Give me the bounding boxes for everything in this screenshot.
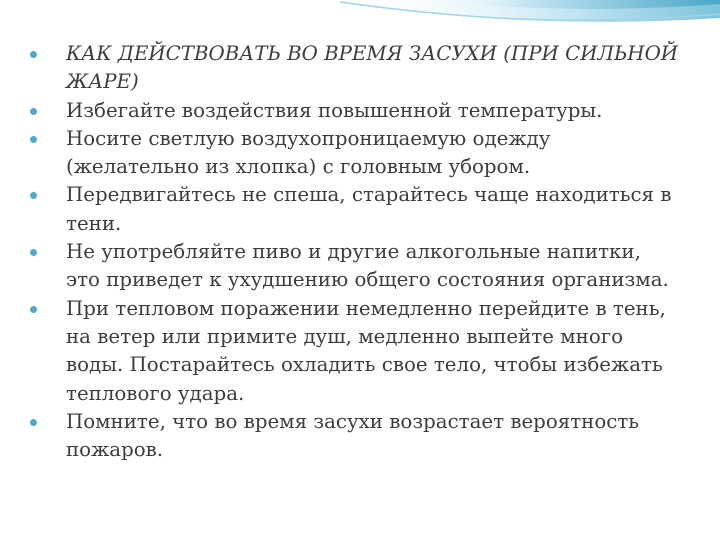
bullet-text: Носите светлую воздухопроницаемую одежду (желательно из хлопка) с головным убором. [66, 126, 551, 179]
bullet-item [30, 295, 680, 408]
bullet-list [30, 40, 680, 464]
bullet-item [30, 408, 680, 465]
dot-bullet-icon [30, 249, 37, 256]
bullet-item [30, 125, 680, 182]
dot-bullet-icon [30, 192, 37, 199]
bullet-text: Передвигайтесь не спеша, старайтесь чаще находиться в тени. [66, 183, 672, 235]
dot-bullet-icon [30, 306, 37, 313]
dot-bullet-icon [30, 108, 37, 115]
bullet-text: Избегайте воздействия повышенной температуры. [66, 98, 603, 122]
bullet-item [30, 181, 680, 238]
bullet-text: При тепловом поражении немедленно перейдите в тень, на ветер или примите душ, медленно выпейте много воды. Постарайтесь охладить свое тело, чтобы избежать теплового удара. [66, 296, 666, 405]
bullet-text: Не употребляйте пиво и другие алкогольные напитки, это приведет к ухудшению общего состояния организма. [66, 240, 669, 292]
bullet-item-heading [30, 40, 680, 97]
bullet-text: Помните, что во время засухи возрастает вероятность пожаров. [66, 409, 640, 462]
dot-bullet-icon [30, 51, 37, 58]
bullet-item [30, 238, 680, 295]
dot-bullet-icon [30, 136, 37, 143]
bullet-item [30, 97, 680, 125]
dot-bullet-icon [30, 419, 37, 426]
bullet-text: КАК ДЕЙСТВОВАТЬ ВО ВРЕМЯ ЗАСУХИ (ПРИ СИЛЬНОЙ ЖАРЕ) [66, 42, 679, 94]
